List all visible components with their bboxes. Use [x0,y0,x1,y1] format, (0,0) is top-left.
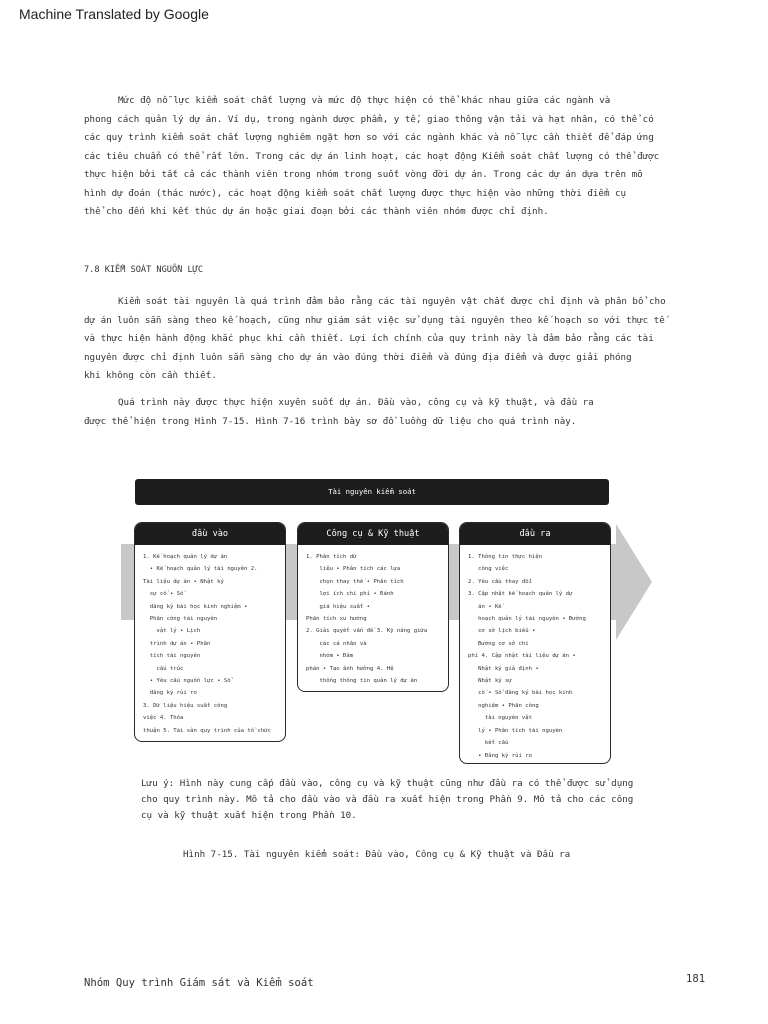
inputs-header: đầu vào [135,523,285,545]
text-line: và thực hiện hành động khắc phục khi cần thiết. Lợi ích chính của quy trình này là đảm bảo rằng các tài [84,333,654,344]
text-line: cụ và kỹ thuật xuất hiện trong Phần 10. [141,810,357,821]
text-line: cho quy trình này. Mô tả cho đầu vào và đầu ra xuất hiện trong Phần 9. Mô tả cho các công [141,794,634,805]
text-line: Phân tích xu hướng [306,616,367,623]
paragraph-process-description [84,394,684,431]
figure-note [141,776,641,824]
text-line: 3. Cập nhật kế hoạch quản lý dự [468,591,573,598]
text-line: phí 4. Cập nhật tài liệu dự án • [468,653,576,660]
text-line: Đường cơ sở chi [468,640,529,647]
text-line: 2. Yêu cầu thay đổi [468,578,532,585]
footer-section-name: Nhóm Quy trình Giám sát và Kiểm soát [84,977,314,989]
tools-header: Công cụ & Kỹ thuật [298,523,448,545]
text-line: giá hiệu suất • [306,603,370,610]
text-line: 1. Thông tin thực hiện [468,554,543,560]
text-line: chọn thay thế • Phân tích [306,578,404,585]
text-line: Kiểm soát tài nguyên là quá trình đảm bảo rằng các tài nguyên vật chất được chỉ định và phân bổ cho [118,296,666,307]
text-line: 1. Phân tích dữ [306,554,357,560]
text-line: đăng ký rủi ro [143,690,197,697]
section-heading: 7.8 KIỂM SOÁT NGUỒN LỰC [84,265,203,275]
text-line: khi không còn cần thiết. [84,370,217,381]
inputs-list [135,545,285,741]
text-line: vật lý • Lịch [143,628,201,635]
text-line: nghiệm • Phân công [468,702,539,709]
tools-list [298,545,448,691]
text-line: lợi ích chi phí • Đánh [306,591,394,598]
paragraph-resource-control [84,293,684,386]
text-line: dự án luôn sẵn sàng theo kế hoạch, cũng như giám sát việc sử dụng tài nguyên theo kế hoạch so với thực tế [84,314,665,326]
text-line: việc 4. Thỏa [143,715,184,722]
text-line: thống thông tin quản lý dự án [306,678,418,685]
text-line: 2. Giải quyết vấn đề 3. Kỹ năng giữa [306,628,428,635]
text-line: lý • Phân tích tài nguyên [468,727,563,734]
page-number: 181 [686,973,706,985]
text-line: 3. Dữ liệu hiệu suất công [143,702,228,709]
paragraph-quality-control [84,92,684,222]
text-line: liệu • Phân tích các lựa [306,566,401,573]
text-line: Nhật ký sự [468,678,512,685]
text-line: • Kế hoạch quản lý tài nguyên 2. [143,566,258,573]
text-line: án • Kế [468,603,502,610]
text-line: Lưu ý: Hình này cung cấp đầu vào, công cụ và kỹ thuật cũng như đầu ra có thể được sử dụng [141,778,634,789]
text-line: nguyên được chỉ định luôn sẵn sàng cho dự án vào đúng thời điểm và đúng địa điểm và được giải phóng [84,351,632,363]
text-line: đăng ký bài học kinh nghiệm • [143,603,248,610]
text-line: tài nguyên vật [468,715,532,722]
text-line: thực hiện bởi tất cả các thành viên trong nhóm trong suốt vòng đời dự án. Trong các dự án dựa trên mô [84,169,643,180]
figure-caption: Hình 7-15. Tài nguyên kiểm soát: Đầu vào, Công cụ & Kỹ thuật và Đầu ra [183,849,571,860]
text-line: công việc [468,566,509,573]
text-line: Tài liệu dự án • Nhật ký [143,578,224,585]
text-line: nhóm • Đàm [306,653,354,660]
text-line: được thể hiện trong Hình 7-15. Hình 7-16 trình bày sơ đồ luồng dữ liệu cho quá trình này. [84,415,577,427]
outputs-list [460,545,610,764]
text-line: hoạch quản lý tài nguyên • Đường [468,616,586,623]
text-line: các quy trình kiểm soát chất lượng nghiêm ngặt hơn so với các ngành khác và nỗ lực cần thiết để đáp ứng [84,132,654,143]
text-line: các tiêu chuẩn có thể rất lớn. Trong các dự án linh hoạt, các hoạt động Kiểm soát chất lượng có thể được [84,150,660,162]
text-line: kết cấu [468,740,509,747]
tools-box [297,522,449,692]
outputs-header: đầu ra [460,523,610,545]
text-line: thể cho đến khi kết thúc dự án hoặc giai đoạn bởi các thành viên nhóm được chỉ định. [84,206,549,217]
text-line: thuận 5. Tài sản quy trình của tổ chức [143,727,271,734]
text-line: phong cách quản lý dự án. Ví dụ, trong ngành dược phẩm, y tế, giao thông vận tải và hạt nhân, có thể có [84,113,654,125]
machine-translated-banner: Machine Translated by Google [19,6,209,22]
text-line: 1. Kế hoạch quản lý dự án [143,554,228,560]
text-line: • Yêu cầu nguồn lực • Sổ [143,678,231,685]
text-line: cấu trúc [143,665,184,672]
text-line: phán • Tạo ảnh hưởng 4. Hệ [306,665,394,672]
text-line: các cá nhân và [306,640,367,647]
text-line: cơ sở lịch biểu • [468,628,536,635]
inputs-box [134,522,286,742]
outputs-box [459,522,611,764]
text-line: Nhật ký giả định • [468,665,539,672]
diagram-title: Tài nguyên kiểm soát [135,479,609,505]
text-line: hình dự đoán (thác nước), các hoạt động kiểm soát chất lượng được thực hiện vào những thời điểm cụ [84,187,627,199]
text-line: • Đăng ký rủi ro [468,752,532,759]
text-line: Quá trình này được thực hiện xuyên suốt dự án. Đầu vào, công cụ và kỹ thuật, và đầu ra [118,397,594,408]
text-line: Mức độ nỗ lực kiểm soát chất lượng và mức độ thực hiện có thể khác nhau giữa các ngành và [118,95,611,106]
text-line: Phân công tài nguyên [143,616,218,623]
text-line: trình dự án • Phân [143,640,211,647]
text-line: sự cố • Sổ [143,591,184,598]
text-line: tích tài nguyên [143,653,201,660]
text-line: cố • Sổ đăng ký bài học kinh [468,690,573,697]
